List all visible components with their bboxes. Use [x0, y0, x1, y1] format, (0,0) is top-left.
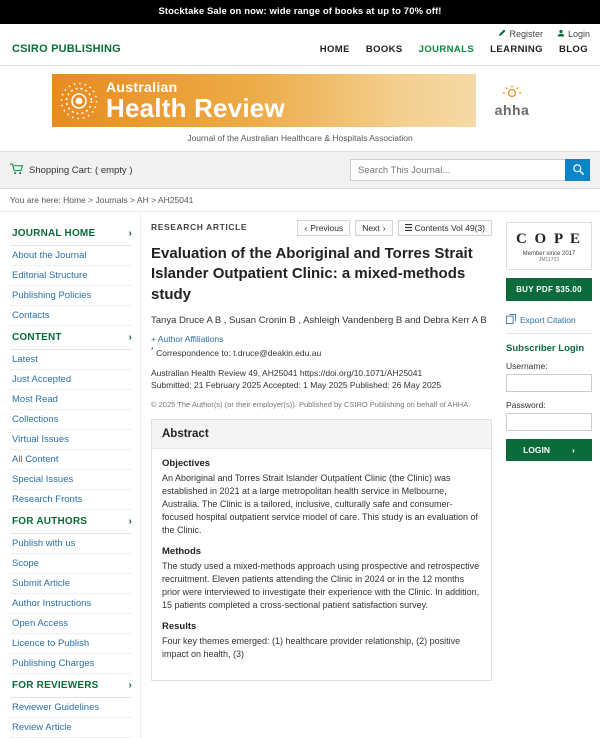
- abstract-section-heading: Results: [162, 621, 197, 632]
- sidebar-item-label[interactable]: Scope: [12, 558, 39, 569]
- search-icon: [572, 163, 584, 178]
- register-label: Register: [509, 29, 543, 39]
- pencil-icon: [498, 29, 506, 39]
- breadcrumb-sep: >: [88, 195, 94, 205]
- list-item[interactable]: [10, 634, 132, 654]
- masthead: [0, 41, 600, 66]
- search-input[interactable]: [350, 159, 565, 181]
- list-item[interactable]: [10, 390, 132, 410]
- author-list: Tanya Druce A B , Susan Cronin B , Ashleigh Vandenberg B and Debra Kerr A B: [151, 314, 487, 326]
- journal-banner[interactable]: [52, 74, 548, 127]
- abstract-section-heading: Methods: [162, 545, 202, 557]
- journal-title-line1: Australian: [106, 79, 178, 95]
- abstract-panel: [151, 419, 492, 682]
- sidebar-item-label[interactable]: Publish with us: [12, 538, 76, 549]
- list-item[interactable]: [10, 286, 132, 306]
- list-item[interactable]: [10, 490, 132, 510]
- sidebar-item-label[interactable]: Research Fronts: [12, 494, 83, 505]
- sidebar-item-label[interactable]: Reviewer Guidelines: [12, 702, 100, 713]
- buy-pdf-button[interactable]: BUY PDF $35.00: [506, 278, 592, 301]
- journal-subtitle: Journal of the Australian Healthcare & Hospitals Association: [187, 133, 413, 143]
- contents-label: Contents Vol 49(3): [414, 223, 485, 233]
- register-link[interactable]: [498, 29, 543, 39]
- chevron-left-icon: ‹: [304, 223, 308, 233]
- breadcrumb: [0, 189, 600, 212]
- journal-search: [350, 159, 590, 181]
- cart-label: Shopping Cart: ( empty ): [29, 164, 133, 176]
- nav-item-blog[interactable]: BLOG: [558, 43, 588, 55]
- sidebar-section-for-reviewers[interactable]: [10, 674, 132, 698]
- journal-banner-wrapper: [0, 66, 600, 151]
- primary-nav: [320, 44, 588, 55]
- list-item[interactable]: [10, 266, 132, 286]
- sidebar-section-title: FOR REVIEWERS: [12, 680, 99, 691]
- sidebar-list-content: [10, 350, 132, 510]
- sidebar-section-journal-home[interactable]: [10, 222, 132, 246]
- list-item[interactable]: [10, 554, 132, 574]
- list-item[interactable]: [10, 534, 132, 554]
- chevron-right-icon: ›: [128, 680, 132, 691]
- chevron-right-icon: ›: [128, 228, 132, 239]
- list-item[interactable]: [10, 350, 132, 370]
- citation-line[interactable]: Australian Health Review 49, AH25041 https://doi.org/10.1071/AH25041: [151, 367, 423, 378]
- ahha-wordmark: ahha: [494, 101, 530, 118]
- sidebar-list-journal-home: [10, 246, 132, 326]
- cope-letters: C O P E: [515, 231, 583, 247]
- sidebar-item-label[interactable]: Licence to Publish: [12, 638, 90, 649]
- password-label: Password:: [506, 400, 546, 410]
- ahha-sun-icon: [501, 84, 523, 103]
- export-citation-link[interactable]: [506, 309, 592, 334]
- sidebar-item-label[interactable]: Latest: [12, 354, 38, 365]
- breadcrumb-item-home[interactable]: Home: [63, 195, 86, 205]
- page-columns: [0, 212, 600, 738]
- sun-motif-icon: [56, 78, 102, 124]
- sidebar-item-label[interactable]: Special Issues: [12, 474, 74, 485]
- article-type: RESEARCH ARTICLE: [151, 222, 248, 232]
- list-item[interactable]: [10, 574, 132, 594]
- page-title: Evaluation of the Aboriginal and Torres Strait Islander Outpatient Clinic: a mixed-methods study: [151, 245, 473, 303]
- chevron-right-icon: ›: [572, 445, 575, 455]
- export-label: Export Citation: [520, 315, 576, 325]
- sidebar-section-title: CONTENT: [12, 332, 62, 343]
- correspondence: [151, 346, 492, 358]
- user-icon: [557, 29, 565, 39]
- sidebar-section-for-authors[interactable]: [10, 510, 132, 534]
- sidebar-item-label[interactable]: Just Accepted: [12, 374, 72, 385]
- sidebar-item-label[interactable]: Collections: [12, 414, 59, 425]
- sidebar-item-label[interactable]: Review Article: [12, 722, 72, 733]
- list-item[interactable]: [10, 450, 132, 470]
- list-item[interactable]: [10, 430, 132, 450]
- correspondence-text[interactable]: Correspondence to: t.druce@deakin.edu.au: [156, 347, 322, 358]
- promo-text: Stocktake Sale on now: wide range of books at up to 70% off!: [158, 6, 442, 17]
- sidebar-list-for-authors: [10, 534, 132, 674]
- sidebar-item-label[interactable]: Editorial Structure: [12, 270, 88, 281]
- correspondence-marker: *: [151, 345, 154, 354]
- journal-title-line2: Health Review: [106, 93, 285, 123]
- breadcrumb-item-current: AH25041: [157, 195, 194, 205]
- previous-article-button[interactable]: [297, 220, 350, 236]
- abstract-section-heading: Objectives: [162, 457, 211, 469]
- sidebar-item-label[interactable]: Submit Article: [12, 578, 71, 589]
- abstract-section-text: An Aboriginal and Torres Strait Islander Outpatient Clinic (the Clinic) was established in 2021 at a large metropolitan health service in Melbourne, Australia. The Clinic is a tailored, inclusive, culturally safe and consumer-focused hospital outpatient service model of care. This study is an evaluation of the Clinic.: [162, 472, 479, 535]
- breadcrumb-sep: >: [130, 195, 135, 205]
- nav-item-learning[interactable]: LEARNING: [490, 43, 543, 55]
- list-item[interactable]: [10, 718, 132, 738]
- breadcrumb-item-journals[interactable]: Journals: [95, 195, 128, 205]
- search-button[interactable]: [565, 159, 590, 181]
- sidebar-item-label[interactable]: Publishing Policies: [12, 290, 92, 301]
- list-item[interactable]: [10, 470, 132, 490]
- abstract-body: [152, 449, 491, 681]
- login-button-label: LOGIN: [523, 445, 551, 455]
- next-article-button[interactable]: [355, 220, 392, 236]
- cope-member: Member since 2017: [522, 251, 576, 257]
- abstract-heading: Abstract: [152, 420, 491, 449]
- article-main: [140, 212, 500, 738]
- sidebar-list-for-reviewers: [10, 698, 132, 738]
- nav-item-home[interactable]: HOME: [319, 43, 350, 55]
- sidebar-item-label[interactable]: About the Journal: [12, 250, 87, 261]
- article-dates: Submitted: 21 February 2025 Accepted: 1 May 2025 Published: 26 May 2025: [151, 379, 442, 390]
- sidebar-section-content[interactable]: [10, 326, 132, 350]
- list-item[interactable]: [10, 654, 132, 674]
- journal-title-art: [106, 80, 285, 121]
- list-item[interactable]: [10, 698, 132, 718]
- sidebar-item-label[interactable]: Virtual Issues: [12, 434, 69, 445]
- chevron-right-icon: ›: [128, 332, 132, 343]
- abstract-section-text: The study used a mixed-methods approach using prospective and retrospective recruitment. Eleven patients attending the Clinic in 2024 or in the 12 months prior were interviewed to investigate their experience with the Clinic. In addition, 15 patients completed a cross-sectional patient satisfaction survey.: [162, 560, 480, 610]
- list-item[interactable]: [10, 410, 132, 430]
- export-icon: [506, 314, 516, 326]
- sidebar-section-title: JOURNAL HOME: [12, 228, 96, 239]
- ahha-logo[interactable]: [476, 74, 548, 127]
- nav-item-books[interactable]: BOOKS: [365, 43, 403, 55]
- abstract-section-text: Four key themes emerged: (1) healthcare provider relationship, (2) positive impact on health, (3): [162, 636, 461, 660]
- article-pager: [297, 220, 492, 236]
- list-item[interactable]: [10, 306, 132, 326]
- breadcrumb-prefix: You are here:: [10, 195, 61, 205]
- next-label: Next: [362, 223, 380, 233]
- sidebar-item-label[interactable]: All Content: [12, 454, 59, 465]
- copyright-statement: © 2025 The Author(s) (or their employer(s)). Published by CSIRO Publishing on behalf of AHHA.: [151, 399, 471, 409]
- login-link[interactable]: [557, 29, 590, 39]
- sidebar-item-label[interactable]: Publishing Charges: [12, 658, 95, 669]
- subscriber-login-heading: Subscriber Login: [506, 343, 585, 354]
- sidebar: [0, 212, 140, 738]
- nav-item-journals[interactable]: JOURNALS: [418, 43, 475, 55]
- contents-button[interactable]: [398, 220, 492, 236]
- subscriber-login: [506, 343, 592, 461]
- chevron-right-icon: ›: [382, 223, 386, 233]
- login-label: Login: [567, 29, 590, 39]
- breadcrumb-sep: >: [151, 195, 157, 205]
- username-field[interactable]: [506, 374, 592, 392]
- sidebar-item-label[interactable]: Author Instructions: [12, 598, 92, 609]
- list-item[interactable]: [10, 614, 132, 634]
- subscriber-login-button[interactable]: [506, 439, 592, 461]
- cart-icon: [10, 163, 23, 178]
- sidebar-item-label[interactable]: Contacts: [12, 310, 50, 321]
- site-logo[interactable]: CSIRO PUBLISHING: [12, 43, 121, 55]
- promo-banner: [0, 0, 600, 24]
- sidebar-section-title: FOR AUTHORS: [12, 516, 88, 527]
- cope-badge: [506, 222, 592, 270]
- list-item[interactable]: [10, 594, 132, 614]
- username-label: Username:: [506, 361, 548, 371]
- previous-label: Previous: [310, 223, 344, 233]
- breadcrumb-item-ah[interactable]: AH: [136, 195, 149, 205]
- shopping-cart[interactable]: [10, 163, 133, 178]
- sidebar-item-label[interactable]: Open Access: [12, 618, 68, 629]
- password-field[interactable]: [506, 413, 592, 431]
- author-affiliations-toggle[interactable]: + Author Affiliations: [151, 333, 224, 344]
- sidebar-item-label[interactable]: Most Read: [12, 394, 58, 405]
- article-rail: [500, 212, 600, 738]
- list-icon: [405, 223, 412, 233]
- cope-id: JM11703: [538, 257, 560, 263]
- list-item[interactable]: [10, 246, 132, 266]
- list-item[interactable]: [10, 370, 132, 390]
- utility-bar: [0, 151, 600, 189]
- account-strip: [0, 24, 600, 41]
- chevron-right-icon: ›: [128, 516, 132, 527]
